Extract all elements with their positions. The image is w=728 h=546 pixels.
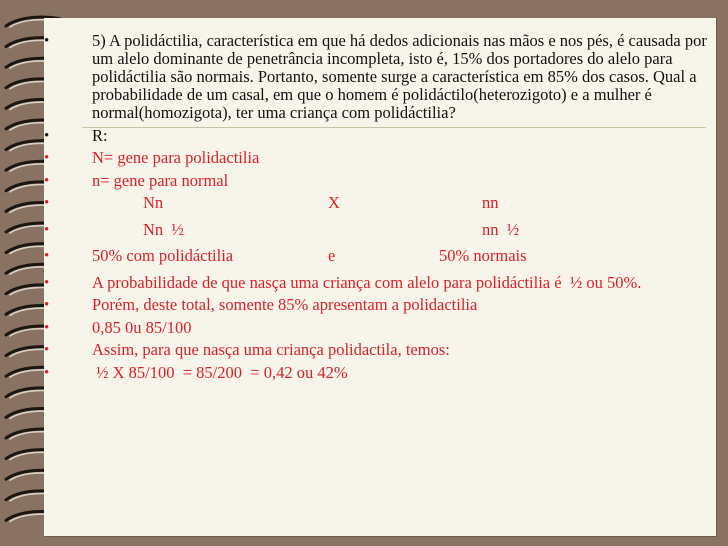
bullet-icon: • [44, 172, 50, 189]
mother-gametes: nn ½ [482, 219, 520, 239]
bullet-icon: • [44, 248, 50, 264]
list-item [44, 296, 716, 314]
conclusion-intro: Assim, para que nasça uma criança polidactila, temos: [92, 340, 450, 359]
result-normal: 50% normais [439, 246, 527, 265]
bullet-icon: • [44, 33, 50, 49]
probability-text: A probabilidade de que nasça uma criança com alelo para polidáctilia é ½ ou 50%. [92, 272, 642, 292]
bullet-icon: • [44, 319, 50, 336]
mother-genotype: nn [482, 193, 499, 212]
bullet-icon: • [44, 364, 50, 381]
bullet-icon: • [44, 127, 50, 144]
result-affected: 50% com polidáctilia [92, 246, 234, 265]
bullet-icon: • [44, 274, 50, 291]
list-item [44, 172, 716, 190]
penetrance-text: Porém, deste total, somente 85% apresentam a polidactilia [92, 295, 478, 314]
fraction-text: 0,85 0u 85/100 [92, 317, 192, 337]
definition-recessive: n= gene para normal [92, 170, 229, 190]
bullet-icon: • [44, 221, 50, 238]
question-text: 5) A polidáctilia, característica em que há dedos adicionais nas mãos e nos pés, é causada por um alelo dominante de penetrância incompleta, isto é, 15% dos portadores do alelo para polidáctilia são normais. Portanto, somente surge a característica em 85% dos casos. Qual a probabilidade de um casal, em que o homem é polidáctilo(heterozigoto) e a mulher é normal(homozigota), ter uma criança com polidáctilia? [92, 31, 711, 122]
bullet-list [44, 32, 716, 386]
cross-symbol: X [328, 193, 340, 212]
bullet-icon: • [44, 195, 50, 211]
gamete-row [44, 221, 716, 243]
list-item [44, 274, 716, 292]
bullet-icon: • [44, 342, 50, 358]
list-item [44, 341, 716, 359]
final-calculation: ½ X 85/100 = 85/200 = 0,42 ou 42% [92, 362, 348, 382]
answer-label: R: [92, 125, 108, 145]
question-item [44, 32, 716, 122]
bullet-icon: • [44, 297, 50, 313]
list-item [44, 149, 716, 167]
answer-label-item [44, 127, 716, 145]
list-item [44, 364, 716, 382]
definition-dominant: N= gene para polidactilia [92, 148, 260, 167]
result-row [44, 247, 716, 269]
bullet-icon: • [44, 150, 50, 166]
result-and: e [328, 246, 336, 265]
list-item [44, 319, 716, 337]
notebook-page [44, 18, 716, 536]
father-genotype: Nn [143, 193, 164, 212]
father-gametes: Nn ½ [143, 219, 184, 239]
cross-row [44, 194, 716, 216]
